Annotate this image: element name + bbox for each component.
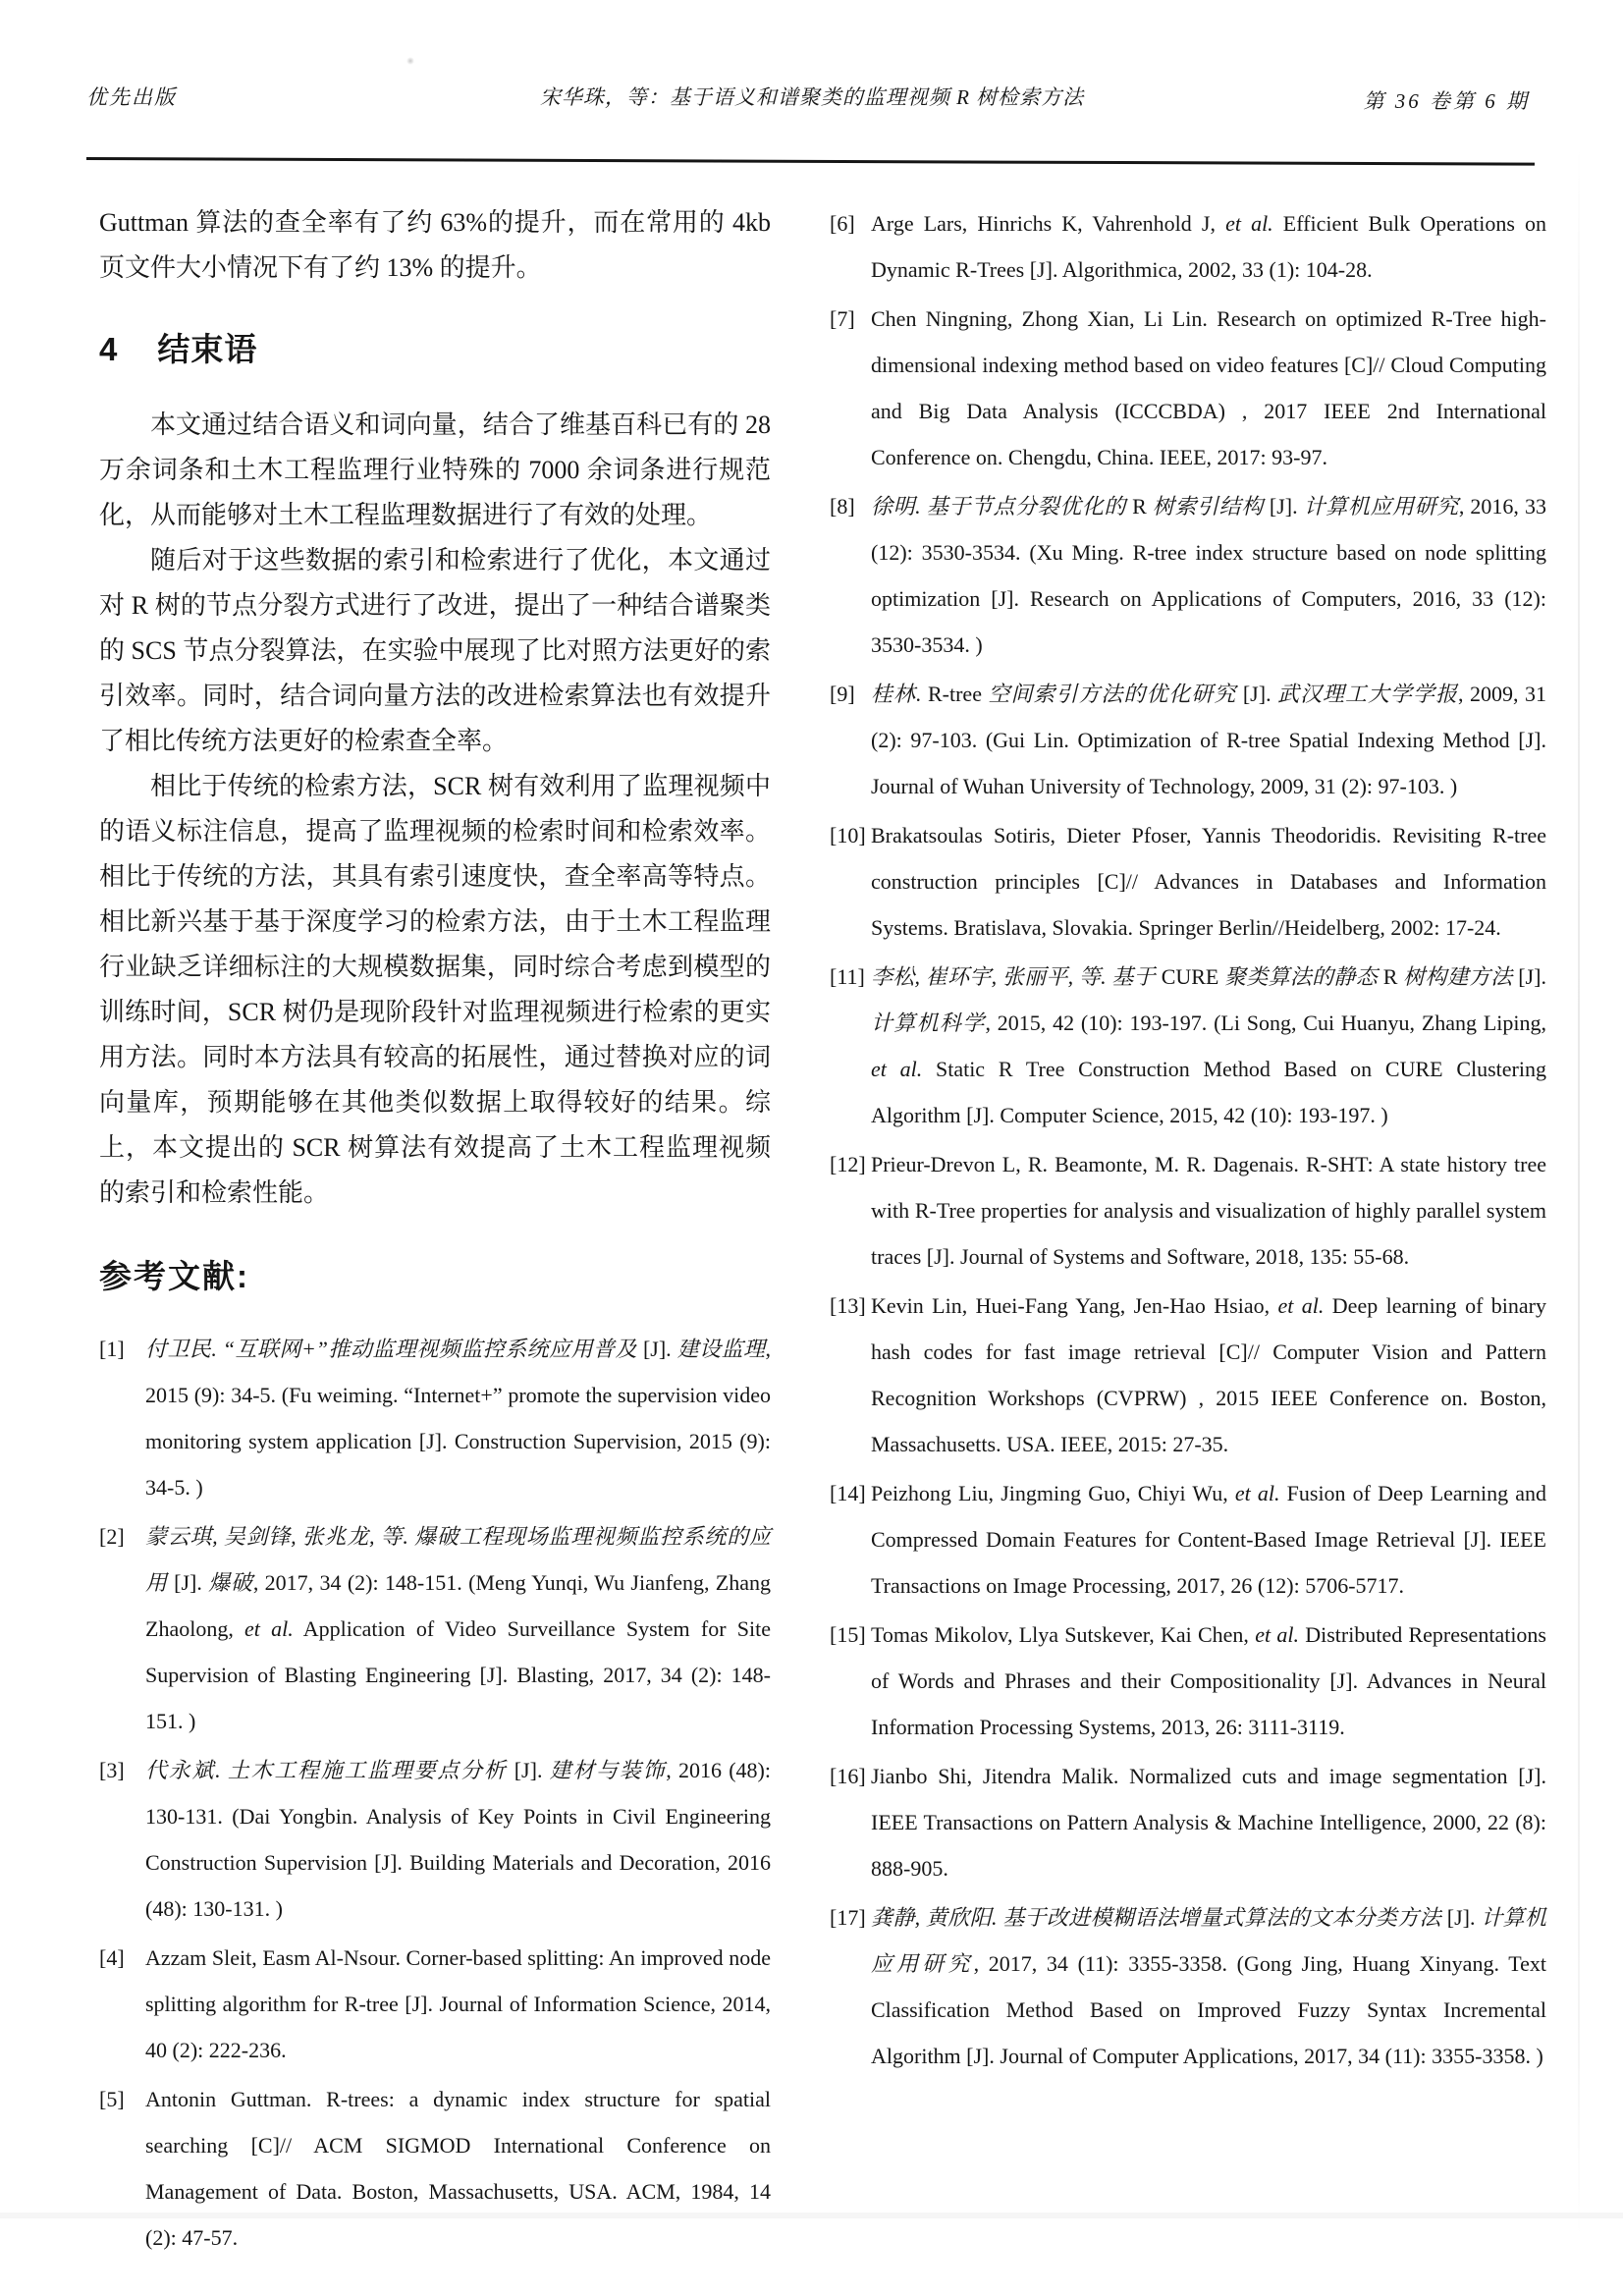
reference-text-segment: [J].: [1446, 1905, 1482, 1930]
reference-text-segment: 桂林.: [871, 682, 928, 706]
reference-text-segment: et al.: [1225, 211, 1273, 236]
header-divider-line: [86, 157, 1535, 166]
reference-text-segment: et al.: [1234, 1481, 1280, 1505]
reference-text-segment: [J].: [1518, 964, 1546, 989]
reference-text-segment: R: [1132, 494, 1153, 519]
reference-item: [830, 671, 1546, 809]
reference-text-segment: 计算机科学: [871, 1011, 986, 1035]
reference-item: [830, 1141, 1546, 1280]
body-paragraph-continuation: Guttman 算法的查全率有了约 63%的提升，而在常用的 4kb 页文件大小情况下有了约 13% 的提升。: [99, 208, 771, 282]
reference-text-segment: 蒙云琪, 吴剑锋, 张兆龙, 等. 爆破工程现场监理视频监控系统的应用: [145, 1524, 771, 1595]
reference-text-segment: 爆破: [208, 1570, 253, 1595]
reference-text-segment: Azzam Sleit, Easm Al-Nsour. Corner-based splitting: An improved node splitting algorithm for R-tree [J]. Journal of Information Science, 2014, 40 (2): 222-236.: [145, 1945, 771, 2062]
reference-number: [14]: [830, 1481, 866, 1505]
reference-text-segment: et al.: [1277, 1293, 1325, 1318]
reference-item: [830, 1894, 1546, 2079]
reference-text-segment: 空间索引方法的优化研究: [988, 682, 1243, 706]
reference-item: [830, 1753, 1546, 1891]
reference-text-segment: Kevin Lin, Huei-Fang Yang, Jen-Hao Hsiao,: [871, 1293, 1278, 1318]
reference-number: [15]: [830, 1622, 866, 1647]
reference-text-segment: Chen Ningning, Zhong Xian, Li Lin. Research on optimized R-Tree high-dimensional indexing method based on video features [C]// Cloud Computing and Big Data Analysis (ICCCBDA) , 2017 IEEE 2nd International Conference on. Chengdu, China. IEEE, 2017: 93-97.: [871, 306, 1546, 469]
reference-text-segment: 徐明. 基于节点分裂优化的: [871, 494, 1133, 519]
reference-item: [830, 1470, 1546, 1609]
reference-number: [3]: [99, 1758, 125, 1782]
reference-number: [7]: [830, 306, 855, 331]
reference-text-segment: , 2015, 42 (10): 193-197. (Li Song, Cui Huanyu, Zhang Liping,: [985, 1011, 1546, 1035]
reference-text-segment: 代永斌. 土木工程施工监理要点分析: [145, 1758, 514, 1782]
reference-item: [830, 1283, 1546, 1467]
reference-number: [5]: [99, 2087, 125, 2111]
references-list-right: [830, 200, 1546, 2079]
reference-text-segment: Brakatsoulas Sotiris, Dieter Pfoser, Yannis Theodoridis. Revisiting R-tree construction principles [C]// Advances in Databases and Information Systems. Bratislava, Slovakia. Springer Berlin//Heidelberg, 2002: 17-24.: [871, 823, 1546, 940]
reference-text-segment: Fusion of Deep Learning and Compressed Domain Features for Content-Based Image Retrieval [J]. IEEE Transactions on Image Processing, 2017, 26 (12): 5706-5717.: [871, 1481, 1546, 1598]
reference-item: [99, 1513, 771, 1744]
reference-number: [17]: [830, 1905, 866, 1930]
reference-text-segment: Prieur-Drevon L, R. Beamonte, M. R. Dagenais. R-SHT: A state history tree with R-Tree properties for analysis and visualization of highly parallel system traces [J]. Journal of Systems and Software, 2018, 135: 55-68.: [871, 1152, 1546, 1269]
reference-text-segment: et al.: [244, 1616, 294, 1641]
reference-text-segment: 龚静, 黄欣阳. 基于改进模糊语法增量式算法的文本分类方法: [871, 1905, 1447, 1930]
header-publication-status: 优先出版: [86, 85, 177, 109]
reference-text-segment: , 2016 (48): 130-131. (Dai Yongbin. Analysis of Key Points in Civil Engineering Construction Supervision [J]. Building Materials and Decoration, 2016 (48): 130-131. ): [145, 1758, 771, 1921]
reference-text-segment: [J].: [514, 1758, 550, 1782]
header-running-title: 宋华珠，等：基于语义和谱聚类的监理视频 R 树检索方法: [539, 85, 1085, 109]
reference-text-segment: 树构建方法: [1403, 964, 1519, 989]
reference-number: [1]: [99, 1337, 125, 1361]
scan-band-artifact: [0, 2213, 1623, 2218]
reference-text-segment: Deep learning of binary hash codes for fast image retrieval [C]// Computer Vision and Pattern Recognition Workshops (CVPRW) , 2015 IEEE Conference on. Boston, Massachusetts. USA. IEEE, 2015: 27-35.: [871, 1293, 1546, 1456]
reference-text-segment: Distributed Representations of Words and Phrases and their Compositionality [J]. Advances in Neural Information Processing Systems, 2013, 26: 3111-3119.: [871, 1622, 1546, 1739]
left-column: [99, 200, 771, 2264]
reference-item: [99, 1326, 771, 1510]
reference-item: [99, 1935, 771, 2073]
section-title: 结束语: [157, 331, 258, 367]
reference-text-segment: 建设监理: [676, 1337, 766, 1361]
reference-number: [11]: [830, 964, 865, 989]
references-list-left: [99, 1326, 771, 2261]
reference-number: [4]: [99, 1945, 125, 1970]
reference-text-segment: 武汉理工大学学报: [1277, 682, 1459, 706]
reference-number: [6]: [830, 211, 855, 236]
reference-text-segment: , 2017, 34 (11): 3355-3358. (Gong Jing, Huang Xinyang. Text Classification Method Based on Improved Fuzzy Syntax Incremental Algorithm [J]. Journal of Computer Applications, 2017, 34 (11): 3355-3358. ): [871, 1951, 1546, 2068]
reference-text-segment: , 2016, 33 (12): 3530-3534. (Xu Ming. R-tree index structure based on node splitting optimization [J]. Research on Applications of Computers, 2016, 33 (12): 3530-3534. ): [871, 494, 1546, 657]
reference-item: [830, 200, 1546, 293]
reference-text-segment: 李松, 崔环宇, 张丽平, 等. 基于: [871, 964, 1162, 989]
reference-text-segment: 树索引结构: [1152, 494, 1270, 519]
reference-item: [99, 2076, 771, 2261]
reference-item: [830, 483, 1546, 668]
body-paragraph: 随后对于这些数据的索引和检索进行了优化，本文通过对 R 树的节点分裂方式进行了改进，提出了一种结合谱聚类的 SCS 节点分裂算法，在实验中展现了比对照方法更好的索引效率。同时，结合词向量方法的改进检索算法也有效提升了相比传统方法更好的检索查全率。: [99, 546, 771, 755]
body-paragraph: 相比于传统的检索方法，SCR 树有效利用了监理视频中的语义标注信息，提高了监理视频的检索时间和检索效率。相比于传统的方法，其具有索引速度快，查全率高等特点。相比新兴基于基于深度学习的检索方法，由于土木工程监理行业缺乏详细标注的大规模数据集，同时综合考虑到模型的训练时间，SCR 树仍是现阶段针对监理视频进行检索的更实用方法。同时本方法具有较高的拓展性，通过替换对应的词向量库，预期能够在其他类似数据上取得较好的结果。综上，本文提出的 SCR 树算法有效提高了土木工程监理视频的索引和检索性能。: [99, 772, 771, 1207]
section-heading: [99, 330, 771, 369]
reference-text-segment: Application of Video Surveillance System for Site Supervision of Blasting Engineering [J]. Blasting, 2017, 34 (2): 148-151. ): [145, 1616, 771, 1733]
right-column: [830, 200, 1546, 2082]
reference-text-segment: et al.: [1255, 1622, 1299, 1647]
reference-item: [830, 1612, 1546, 1750]
reference-number: [8]: [830, 494, 855, 519]
body-paragraph: 本文通过结合语义和词向量，结合了维基百科已有的 28 万余词条和土木工程监理行业特殊的 7000 余词条进行规范化，从而能够对土木工程监理数据进行了有效的处理。: [99, 410, 771, 529]
reference-text-segment: [J].: [1242, 682, 1278, 706]
reference-text-segment: 计算机应用研究: [1303, 494, 1459, 519]
reference-text-segment: [J].: [174, 1570, 209, 1595]
reference-text-segment: CURE: [1161, 964, 1225, 989]
reference-text-segment: et al.: [871, 1057, 923, 1081]
reference-text-segment: Tomas Mikolov, Llya Sutskever, Kai Chen,: [871, 1622, 1256, 1647]
scan-speck-artifact: [406, 57, 414, 65]
reference-item: [99, 1747, 771, 1932]
reference-text-segment: 建材与装饰: [549, 1758, 667, 1782]
scan-edge-artifact: [1578, 147, 1580, 2237]
reference-number: [9]: [830, 682, 855, 706]
reference-item: [830, 812, 1546, 951]
reference-text-segment: 计算机应用研究: [871, 1905, 1546, 1976]
references-heading: 参考文献:: [99, 1258, 249, 1294]
section-number: 4: [99, 331, 119, 367]
reference-number: [2]: [99, 1524, 125, 1549]
reference-text-segment: 聚类算法的静态: [1224, 964, 1383, 989]
reference-item: [830, 954, 1546, 1138]
reference-text-segment: R-tree: [927, 682, 989, 706]
reference-text-segment: Jianbo Shi, Jitendra Malik. Normalized cuts and image segmentation [J]. IEEE Transactions on Pattern Analysis & Machine Intelligence, 2000, 22 (8): 888-905.: [871, 1764, 1546, 1881]
reference-text-segment: Efficient Bulk Operations on Dynamic R-Trees [J]. Algorithmica, 2002, 33 (1): 104-28.: [871, 211, 1547, 282]
reference-text-segment: Static R Tree Construction Method Based on CURE Clustering Algorithm [J]. Computer Science, 2015, 42 (10): 193-197. ): [871, 1057, 1546, 1127]
reference-number: [10]: [830, 823, 866, 847]
reference-text-segment: , 2015 (9): 34-5. (Fu weiming. “Internet+” promote the supervision video monitoring system application [J]. Construction Supervision, 2015 (9): 34-5. ): [145, 1337, 771, 1500]
reference-number: [13]: [830, 1293, 866, 1318]
reference-text-segment: , 2017, 34 (2): 148-151. (Meng Yunqi, Wu Jianfeng, Zhang Zhaolong,: [145, 1570, 771, 1641]
reference-item: [830, 296, 1546, 480]
reference-number: [12]: [830, 1152, 866, 1176]
reference-text-segment: [J].: [1269, 494, 1304, 519]
reference-number: [16]: [830, 1764, 866, 1788]
reference-text-segment: 付卫民. “互联网+”推动监理视频监控系统应用普及: [145, 1337, 643, 1361]
reference-text-segment: Antonin Guttman. R-trees: a dynamic index structure for spatial searching [C]// ACM SIGMOD International Conference on Management of Data. Boston, Massachusetts, USA. ACM, 1984, 14 (2): 47-57.: [145, 2087, 771, 2250]
reference-text-segment: Peizhong Liu, Jingming Guo, Chiyi Wu,: [871, 1481, 1235, 1505]
header-volume-issue: 第 36 卷第 6 期: [1363, 89, 1530, 113]
reference-text-segment: , 2009, 31 (2): 97-103. (Gui Lin. Optimization of R-tree Spatial Indexing Method [J]. Journal of Wuhan University of Technology, 2009, 31 (2): 97-103. ): [871, 682, 1546, 798]
reference-text-segment: R: [1382, 964, 1404, 989]
reference-text-segment: Arge Lars, Hinrichs K, Vahrenhold J,: [871, 211, 1226, 236]
reference-text-segment: [J].: [642, 1337, 677, 1361]
